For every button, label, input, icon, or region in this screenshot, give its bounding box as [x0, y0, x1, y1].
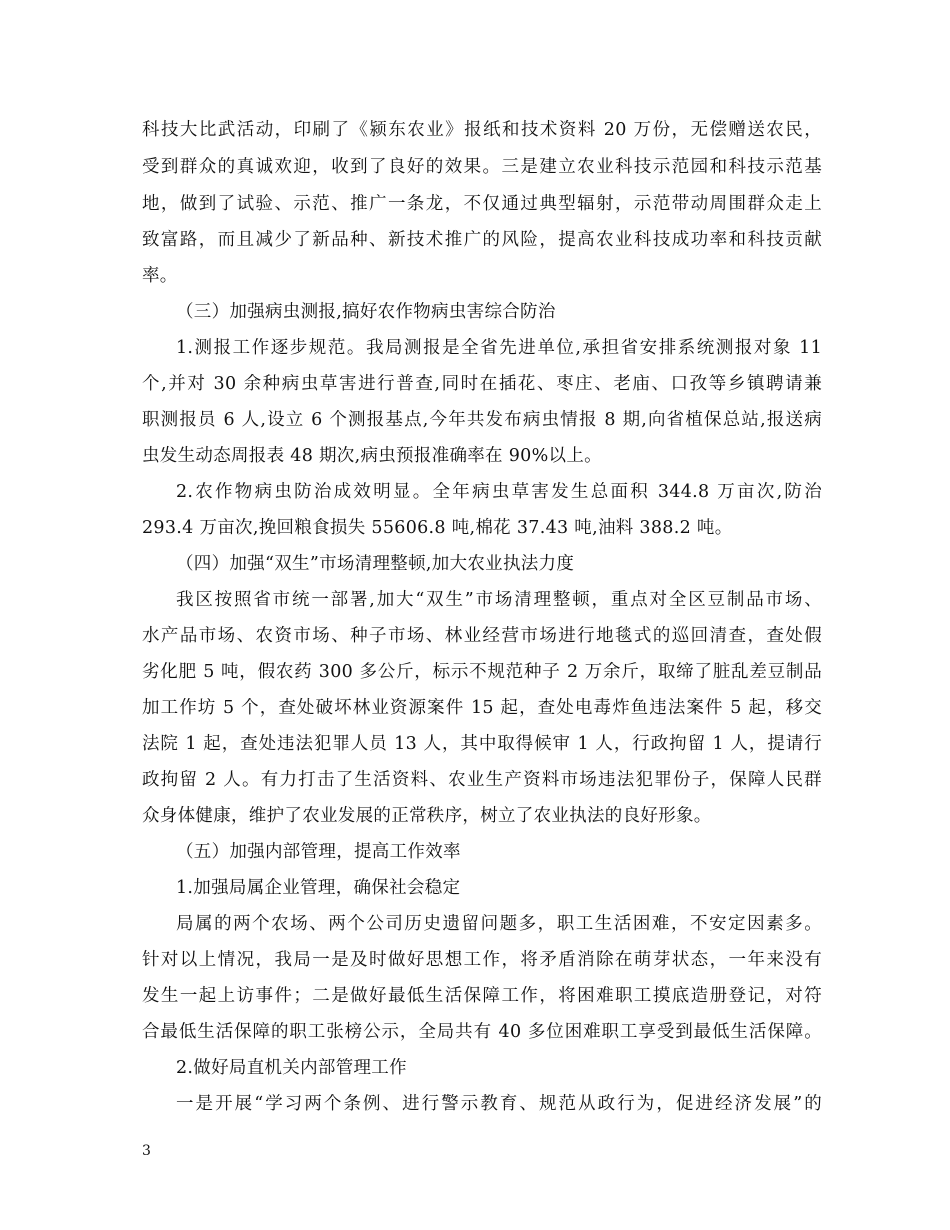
text-line: 受到群众的真诚欢迎，收到了良好的效果。三是建立农业科技示范园和科技示范基 — [142, 157, 822, 177]
text-line: 局属的两个农场、两个公司历史遗留问题多，职工生活困难，不安定因素多。 — [176, 914, 822, 934]
text-line: 政拘留 2 人。有力打击了生活资料、农业生产资料市场违法犯罪份子，保障人民群 — [142, 770, 822, 790]
text-line: 针对以上情况，我局一是及时做好思想工作，将矛盾消除在萌芽状态，一年来没有 — [142, 950, 822, 970]
text-line: 水产品市场、农资市场、种子市场、林业经营市场进行地毯式的巡回清查，查处假 — [142, 626, 822, 646]
text-line: 致富路，而且减少了新品种、新技术推广的风险，提高农业科技成功率和科技贡献 — [142, 230, 822, 250]
text-line: 职测报员 6 人,设立 6 个测报基点,今年共发布病虫情报 8 期,向省植保总站,报送病 — [142, 410, 822, 430]
text-line: 一是开展“学习两个条例、进行警示教育、规范从政行为，促进经济发展”的 — [176, 1094, 822, 1114]
text-line: 2.农作物病虫防治成效明显。全年病虫草害发生总面积 344.8 万亩次,防治 — [176, 482, 822, 502]
section-heading-5: （五）加强内部管理，提高工作效率 — [176, 842, 461, 862]
subheading-1: 1.加强局属企业管理，确保社会稳定 — [176, 878, 461, 898]
text-line: 地，做到了试验、示范、推广一条龙，不仅通过典型辐射，示范带动周围群众走上 — [142, 194, 822, 214]
text-line: 率。 — [142, 266, 178, 286]
text-line: 发生一起上访事件；二是做好最低生活保障工作，将困难职工摸底造册登记，对符 — [142, 986, 822, 1006]
text-line: 合最低生活保障的职工张榜公示，全局共有 40 多位困难职工享受到最低生活保障。 — [142, 1022, 822, 1042]
text-line: 众身体健康，维护了农业发展的正常秩序，树立了农业执法的良好形象。 — [142, 806, 712, 826]
section-heading-3: （三）加强病虫测报,搞好农作物病虫害综合防治 — [176, 302, 556, 322]
text-line: 加工作坊 5 个，查处破坏林业资源案件 15 起，查处电毒炸鱼违法案件 5 起，移交 — [142, 698, 822, 718]
text-line: 293.4 万亩次,挽回粮食损失 55606.8 吨,棉花 37.43 吨,油料 388.2 吨。 — [142, 518, 733, 538]
text-line: 我区按照省市统一部署,加大“双生”市场清理整顿，重点对全区豆制品市场、 — [176, 590, 822, 610]
text-line: 个,并对 30 余种病虫草害进行普查,同时在插花、枣庄、老庙、口孜等乡镇聘请兼 — [142, 374, 822, 394]
text-line: 虫发生动态周报表 48 期次,病虫预报准确率在 90%以上。 — [142, 446, 602, 466]
subheading-2: 2.做好局直机关内部管理工作 — [176, 1058, 407, 1078]
text-line: 法院 1 起，查处违法犯罪人员 13 人，其中取得候审 1 人，行政拘留 1 人，提请行 — [142, 734, 822, 754]
section-heading-4: （四）加强“双生”市场清理整顿,加大农业执法力度 — [176, 554, 575, 574]
text-line: 劣化肥 5 吨，假农药 300 多公斤，标示不规范种子 2 万余斤，取缔了脏乱差豆制品 — [142, 662, 822, 682]
text-line: 1.测报工作逐步规范。我局测报是全省先进单位,承担省安排系统测报对象 11 — [176, 338, 822, 358]
text-line: 科技大比武活动，印刷了《颍东农业》报纸和技术资料 20 万份，无偿赠送农民， — [142, 120, 822, 140]
page-number: 3 — [142, 1143, 151, 1159]
